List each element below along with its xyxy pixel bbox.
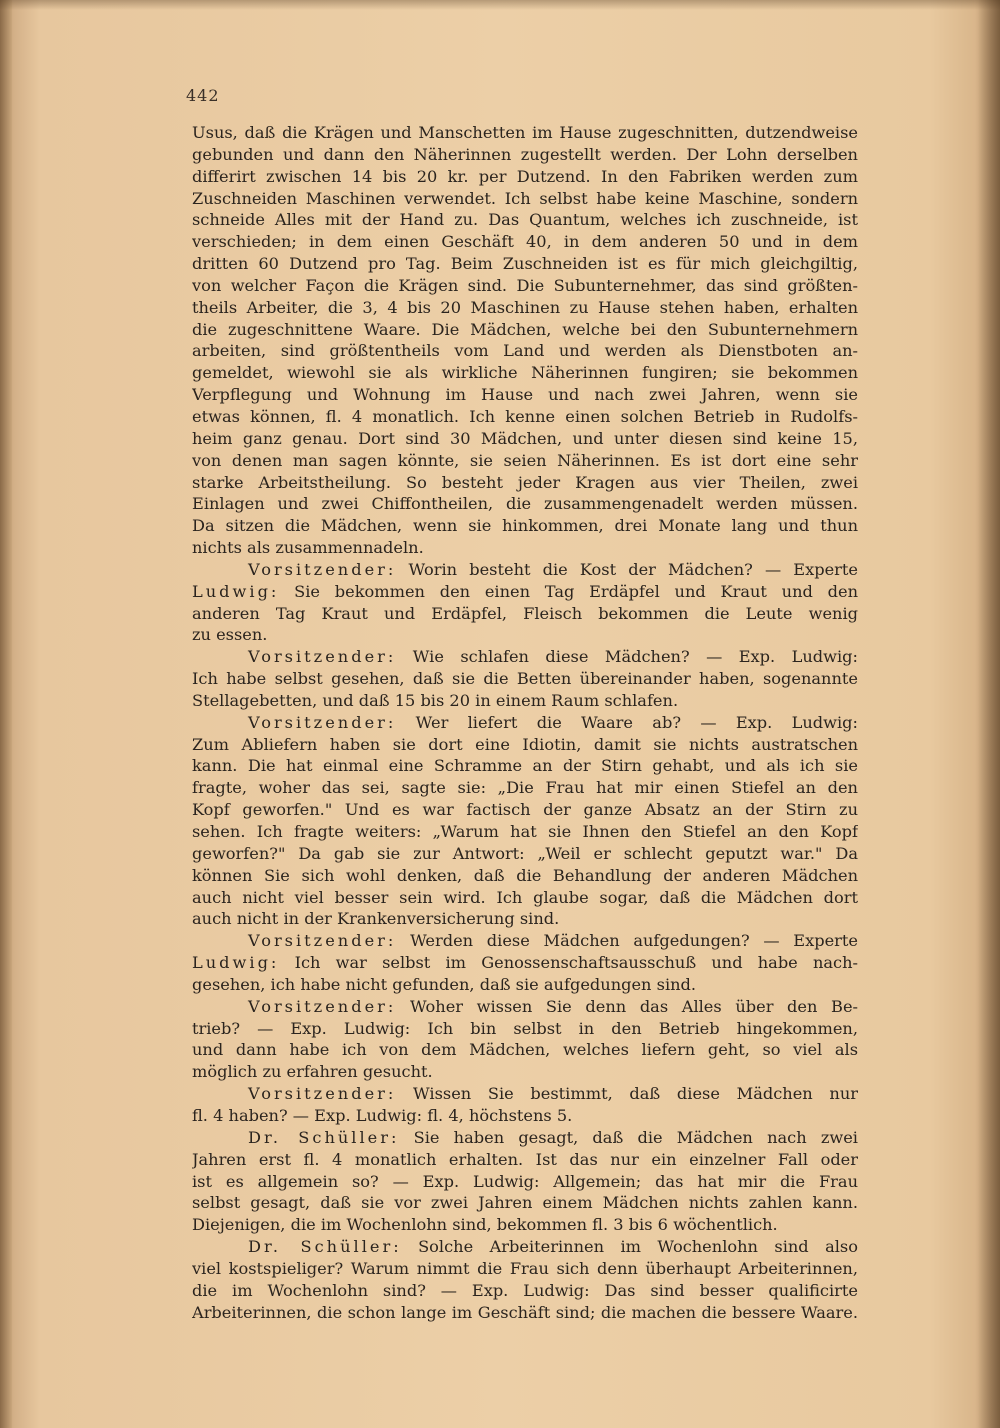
line-text: heim ganz genau. Dort sind 30 Mädchen, und unter diesen sind keine 15, xyxy=(192,428,858,448)
text-line xyxy=(192,1018,858,1040)
line-text: Einlagen und zwei Chiffontheilen, die zusammengenadelt werden müssen. xyxy=(192,494,858,514)
text-line xyxy=(192,384,858,406)
text-line xyxy=(192,209,858,231)
text-line xyxy=(192,1258,858,1280)
speaker-name: Ludwig: xyxy=(192,581,280,601)
line-text: Ich war selbst im Genossenschaftsausschuß und habe nach- xyxy=(294,953,858,973)
speaker-name: Dr. Schüller: xyxy=(248,1237,402,1257)
body-text xyxy=(192,122,858,1323)
line-text: ist es allgemein so? — Exp. Ludwig: Allgemein; das hat mir die Frau xyxy=(192,1171,858,1191)
line-text: Sie bekommen den einen Tag Erdäpfel und Kraut und den xyxy=(294,581,858,601)
text-line xyxy=(192,777,858,799)
line-text: können Sie sich wohl denken, daß die Behandlung der anderen Mädchen xyxy=(192,865,858,885)
text-line xyxy=(192,406,858,428)
text-line xyxy=(192,515,858,537)
line-text: von denen man sagen könnte, sie seien Näherinnen. Es ist dort eine sehr xyxy=(192,450,858,470)
line-text: starke Arbeitstheilung. So besteht jeder Kragen aus vier Theilen, zwei xyxy=(192,472,858,492)
line-text: Sie haben gesagt, daß die Mädchen nach zwei xyxy=(413,1127,858,1147)
text-line xyxy=(192,537,858,559)
line-text: arbeiten, sind größtentheils vom Land und werden als Dienstboten an- xyxy=(192,341,858,361)
text-line xyxy=(192,428,858,450)
text-line xyxy=(192,821,858,843)
speech-line xyxy=(192,996,858,1018)
text-line xyxy=(192,275,858,297)
line-text: kann. Die hat einmal eine Schramme an der Stirn gehabt, und als ich sie xyxy=(192,756,858,776)
line-text: Werden diese Mädchen aufgedungen? — Experte xyxy=(410,931,858,951)
speaker-name: Vorsitzender: xyxy=(248,931,397,951)
line-text: Ich habe selbst gesehen, daß sie die Betten übereinander haben, sogenannte xyxy=(192,669,858,689)
line-text: verschieden; in dem einen Geschäft 40, in dem anderen 50 und in dem xyxy=(192,232,858,252)
speech-line xyxy=(192,559,858,581)
speaker-name: Ludwig: xyxy=(192,953,280,973)
line-text: von welcher Façon die Krägen sind. Die Subunternehmer, das sind größten- xyxy=(192,275,858,295)
line-text: Woher wissen Sie denn das Alles über den Be- xyxy=(409,996,858,1016)
speech-line xyxy=(192,930,858,952)
text-line xyxy=(192,144,858,166)
line-text: die im Wochenlohn sind? — Exp. Ludwig: Das sind besser qualificirte xyxy=(192,1280,858,1300)
line-text: Arbeiterinnen, die schon lange im Geschäft sind; die machen die bessere Waare. xyxy=(192,1302,858,1322)
book-binding-edge xyxy=(0,0,12,1428)
line-text: fl. 4 haben? — Exp. Ludwig: fl. 4, höchstens 5. xyxy=(192,1105,573,1125)
text-line xyxy=(192,493,858,515)
line-text: Kopf geworfen." Und es war factisch der ganze Absatz an der Stirn zu xyxy=(192,800,858,820)
text-line xyxy=(192,319,858,341)
text-line xyxy=(192,865,858,887)
line-text: etwas können, fl. 4 monatlich. Ich kenne einen solchen Betrieb in Rudolfs- xyxy=(192,406,858,426)
line-text: schneide Alles mit der Hand zu. Das Quantum, welches ich zuschneide, ist xyxy=(192,210,858,230)
page-top-shadow xyxy=(0,0,1000,10)
text-line xyxy=(192,1149,858,1171)
line-text: fragte, woher das sei, sagte sie: „Die Frau hat mir einen Stiefel an den xyxy=(192,778,858,798)
text-line xyxy=(192,1302,858,1324)
text-line xyxy=(192,755,858,777)
speech-line xyxy=(192,952,858,974)
speech-line xyxy=(192,646,858,668)
text-line xyxy=(192,472,858,494)
text-line xyxy=(192,166,858,188)
line-text: Worin besteht die Kost der Mädchen? — Experte xyxy=(408,559,858,579)
speaker-name: Vorsitzender: xyxy=(248,712,397,732)
text-line xyxy=(192,1280,858,1302)
line-text: Jahren erst fl. 4 monatlich erhalten. Ist das nur ein einzelner Fall oder xyxy=(192,1149,858,1169)
line-text: Solche Arbeiterinnen im Wochenlohn sind also xyxy=(418,1237,858,1257)
line-text: viel kostspieliger? Warum nimmt die Frau sich denn überhaupt Arbeiterinnen, xyxy=(192,1258,858,1278)
text-line xyxy=(192,603,858,625)
text-line xyxy=(192,974,858,996)
text-line xyxy=(192,734,858,756)
line-text: dritten 60 Dutzend pro Tag. Beim Zuschneiden ist es für mich gleichgiltig, xyxy=(192,254,858,274)
line-text: Wie schlafen diese Mädchen? — Exp. Ludwig: xyxy=(412,647,858,667)
line-text: anderen Tag Kraut und Erdäpfel, Fleisch bekommen die Leute wenig xyxy=(192,603,858,623)
speech-line xyxy=(192,712,858,734)
speaker-name: Vorsitzender: xyxy=(248,647,397,667)
line-text: geworfen?" Da gab sie zur Antwort: „Weil er schlecht geputzt war." Da xyxy=(192,843,858,863)
line-text: Zuschneiden Maschinen verwendet. Ich selbst habe keine Maschine, sondern xyxy=(192,188,858,208)
speech-line xyxy=(192,1127,858,1149)
text-line xyxy=(192,340,858,362)
line-text: Wer liefert die Waare ab? — Exp. Ludwig: xyxy=(415,712,858,732)
line-text: trieb? — Exp. Ludwig: Ich bin selbst in den Betrieb hingekommen, xyxy=(192,1018,858,1038)
page-right-shadow xyxy=(978,0,1000,1428)
text-line xyxy=(192,362,858,384)
text-line xyxy=(192,188,858,210)
line-text: gebunden und dann den Näherinnen zugestellt werden. Der Lohn derselben xyxy=(192,144,858,164)
line-text: und dann habe ich von dem Mädchen, welches liefern geht, so viel als xyxy=(192,1040,858,1060)
text-line xyxy=(192,668,858,690)
text-line xyxy=(192,1192,858,1214)
line-text: Da sitzen die Mädchen, wenn sie hinkommen, drei Monate lang und thun xyxy=(192,516,858,536)
line-text: Stellagebetten, und daß 15 bis 20 in einem Raum schlafen. xyxy=(192,690,679,710)
text-line xyxy=(192,690,858,712)
line-text: Verpflegung und Wohnung im Hause und nach zwei Jahren, wenn sie xyxy=(192,385,858,405)
text-line xyxy=(192,908,858,930)
line-text: gesehen, ich habe nicht gefunden, daß sie aufgedungen sind. xyxy=(192,974,697,994)
text-line xyxy=(192,231,858,253)
text-line xyxy=(192,1171,858,1193)
text-line xyxy=(192,297,858,319)
line-text: Usus, daß die Krägen und Manschetten im Hause zugeschnitten, dutzendweise xyxy=(192,123,858,142)
speech-line xyxy=(192,581,858,603)
text-line xyxy=(192,450,858,472)
line-text: gemeldet, wiewohl sie als wirkliche Näherinnen fungiren; sie bekommen xyxy=(192,363,858,383)
line-text: Zum Abliefern haben sie dort eine Idiotin, damit sie nichts austratschen xyxy=(192,734,858,754)
page-number: 442 xyxy=(186,86,220,105)
text-line xyxy=(192,843,858,865)
line-text: auch nicht in der Krankenversicherung sind. xyxy=(192,909,560,929)
line-text: Diejenigen, die im Wochenlohn sind, bekommen fl. 3 bis 6 wöchentlich. xyxy=(192,1215,778,1235)
line-text: differirt zwischen 14 bis 20 kr. per Dutzend. In den Fabriken werden zum xyxy=(192,166,858,186)
speech-line xyxy=(192,1236,858,1258)
speaker-name: Vorsitzender: xyxy=(248,1084,397,1104)
line-text: selbst gesagt, daß sie vor zwei Jahren einem Mädchen nichts zahlen kann. xyxy=(192,1193,858,1213)
line-text: möglich zu erfahren gesucht. xyxy=(192,1062,433,1082)
text-line xyxy=(192,799,858,821)
speech-line xyxy=(192,1083,858,1105)
line-text: Wissen Sie bestimmt, daß diese Mädchen nur xyxy=(413,1084,858,1104)
text-line xyxy=(192,624,858,646)
text-line xyxy=(192,887,858,909)
speaker-name: Dr. Schüller: xyxy=(248,1127,400,1147)
line-text: zu essen. xyxy=(192,625,268,645)
speaker-name: Vorsitzender: xyxy=(248,996,397,1016)
text-line xyxy=(192,1214,858,1236)
text-line xyxy=(192,1039,858,1061)
line-text: sehen. Ich fragte weiters: „Warum hat sie Ihnen den Stiefel an den Kopf xyxy=(192,822,858,841)
line-text: die zugeschnittene Waare. Die Mädchen, welche bei den Subunternehmern xyxy=(192,319,858,339)
line-text: nichts als zusammennadeln. xyxy=(192,538,424,558)
speaker-name: Vorsitzender: xyxy=(248,559,397,579)
text-line xyxy=(192,122,858,144)
text-line xyxy=(192,253,858,275)
text-line xyxy=(192,1061,858,1083)
line-text: auch nicht viel besser sein wird. Ich glaube sogar, daß die Mädchen dort xyxy=(192,887,858,907)
line-text: theils Arbeiter, die 3, 4 bis 20 Maschinen zu Hause stehen haben, erhalten xyxy=(192,297,858,317)
text-line xyxy=(192,1105,858,1127)
